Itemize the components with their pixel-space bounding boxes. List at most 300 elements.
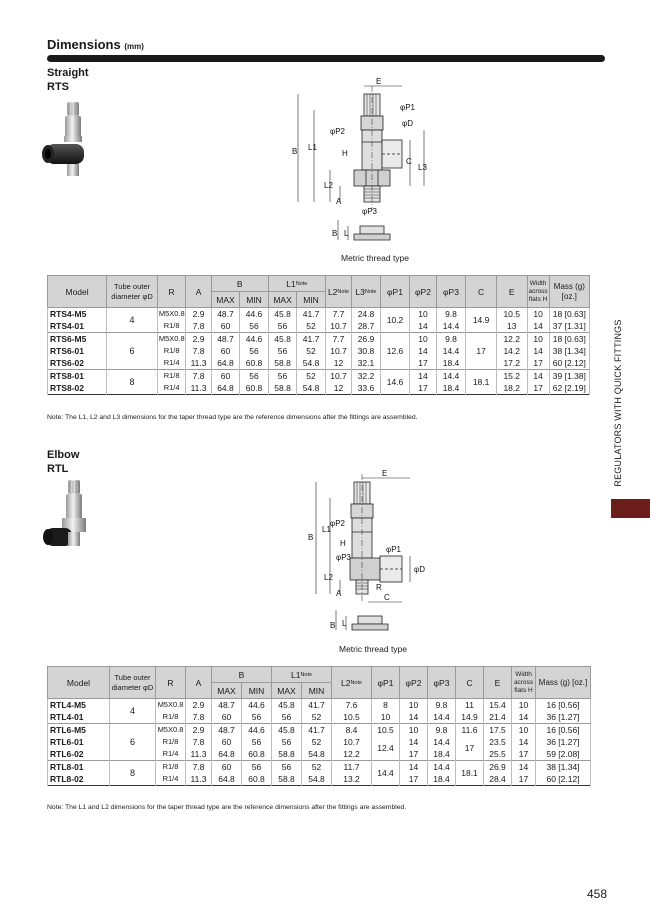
cell-model: RTL4-M5 — [48, 699, 110, 712]
cell-p3: 14.4 — [428, 736, 456, 748]
cell-bmin: 60.8 — [240, 357, 269, 370]
cell-p1: 12.6 — [380, 333, 410, 370]
cell-r: R1/8 — [157, 320, 186, 333]
cell-bmax: 48.7 — [212, 724, 242, 737]
cell-mass: 37 [1.31] — [549, 320, 589, 333]
cell-p2: 10 — [410, 333, 436, 346]
cell-l3: 32.1 — [352, 357, 381, 370]
header-l1-min: MIN — [302, 683, 332, 699]
header-p2: φP2 — [400, 667, 428, 699]
header-l3-note: Note — [364, 288, 377, 295]
elbow-note: Note: The L1 and L2 dimensions for the taper thread type are the reference dimensions after the fittings are assembled. — [47, 804, 407, 811]
cell-l2: 12 — [325, 357, 351, 370]
straight-dimension-diagram — [290, 76, 450, 256]
header-l2-text: L2 — [340, 677, 351, 688]
cell-l1max: 45.8 — [272, 699, 302, 712]
elbow-product-photo — [40, 478, 110, 558]
cell-l2: 12 — [325, 382, 351, 395]
cell-bmin: 60.8 — [242, 773, 272, 786]
cell-l1min: 41.7 — [297, 308, 326, 321]
cell-l1max: 58.8 — [272, 748, 302, 761]
cell-tube: 6 — [110, 724, 156, 761]
header-l2 — [325, 276, 351, 308]
cell-a: 7.8 — [186, 370, 211, 383]
cell-p3: 9.8 — [428, 699, 456, 712]
cell-e: 28.4 — [484, 773, 512, 786]
dim-label-p2: φP2 — [330, 519, 345, 528]
cell-l2: 7.6 — [332, 699, 372, 712]
dim-label-p3: φP3 — [362, 207, 377, 216]
cell-a: 11.3 — [186, 357, 211, 370]
header-a: A — [186, 276, 211, 308]
cell-p2: 14 — [400, 736, 428, 748]
cell-h: 14 — [527, 345, 549, 357]
cell-e: 25.5 — [484, 748, 512, 761]
table-row — [48, 370, 590, 383]
cell-l2: 10.7 — [332, 736, 372, 748]
cell-l1min: 54.8 — [297, 357, 326, 370]
dim-label-e: E — [382, 469, 388, 478]
cell-e: 13 — [496, 320, 527, 333]
elbow-spec-table — [47, 666, 591, 786]
header-width: Width across flats H — [512, 667, 536, 699]
header-l1-min: MIN — [297, 292, 326, 308]
header-width: Width across flats H — [527, 276, 549, 308]
cell-l1max: 56 — [268, 320, 297, 333]
cell-model: RTS6-01 — [48, 345, 107, 357]
cell-bmin: 56 — [242, 761, 272, 774]
header-p3: φP3 — [428, 667, 456, 699]
cell-bmin: 56 — [240, 320, 269, 333]
cell-mass: 60 [2.12] — [536, 773, 591, 786]
cell-p2: 10 — [410, 308, 436, 321]
cell-l3: 33.6 — [352, 382, 381, 395]
header-p1: φP1 — [372, 667, 400, 699]
dim-label-l1: L1 — [322, 525, 331, 534]
cell-l3: 26.9 — [352, 333, 381, 346]
header-l1-text: L1 — [290, 669, 301, 680]
cell-c: 11 — [456, 699, 484, 712]
cell-h: 10 — [512, 699, 536, 712]
cell-h: 14 — [512, 711, 536, 724]
cell-e: 18.2 — [496, 382, 527, 395]
cell-bmax: 64.8 — [212, 773, 242, 786]
title-text: Dimensions — [47, 37, 121, 52]
cell-model: RTL6-01 — [48, 736, 110, 748]
dim-label-e: E — [376, 77, 382, 86]
elbow-table-header — [48, 667, 591, 699]
cell-c: 17 — [466, 333, 497, 370]
cell-mass: 62 [2.19] — [549, 382, 589, 395]
cell-e: 12.2 — [496, 333, 527, 346]
cell-model: RTS8-02 — [48, 382, 107, 395]
cell-tube: 8 — [110, 761, 156, 786]
side-label-text: REGULATORS WITH QUICK FITTINGS — [613, 319, 623, 487]
header-l2-note: Note — [350, 679, 363, 686]
cell-l1min: 54.8 — [297, 382, 326, 395]
cell-bmax: 60 — [212, 736, 242, 748]
straight-title-text: Straight — [47, 67, 89, 79]
header-l1 — [268, 276, 325, 292]
cell-mass: 18 [0.63] — [549, 333, 589, 346]
cell-l1min: 52 — [297, 345, 326, 357]
cell-p2: 10 — [400, 699, 428, 712]
cell-model: RTL6-02 — [48, 748, 110, 761]
cell-a: 7.8 — [186, 345, 211, 357]
cell-l1max: 45.8 — [272, 724, 302, 737]
cell-e: 26.9 — [484, 761, 512, 774]
cell-h: 10 — [527, 333, 549, 346]
cell-l2: 10.7 — [325, 320, 351, 333]
cell-l2: 10.7 — [325, 345, 351, 357]
cell-bmax: 60 — [211, 345, 240, 357]
cell-mass: 36 [1.27] — [536, 736, 591, 748]
straight-product-photo — [34, 100, 104, 180]
cell-c: 14.9 — [466, 308, 497, 333]
dim-label-p3: φP3 — [336, 553, 351, 562]
cell-c: 11.6 — [456, 724, 484, 737]
page-title — [47, 37, 144, 52]
header-c: C — [466, 276, 497, 308]
cell-a: 2.9 — [186, 308, 211, 321]
header-l2 — [332, 667, 372, 699]
cell-p3: 14.4 — [436, 345, 466, 357]
cell-model: RTS6-02 — [48, 357, 107, 370]
cell-mass: 59 [2.08] — [536, 748, 591, 761]
header-l2-text: L2 — [327, 286, 338, 297]
cell-mass: 39 [1.38] — [549, 370, 589, 383]
cell-p3: 14.4 — [428, 711, 456, 724]
cell-c: 18.1 — [466, 370, 497, 395]
cell-a: 7.8 — [186, 761, 212, 774]
cell-bmax: 48.7 — [211, 333, 240, 346]
cell-e: 17.2 — [496, 357, 527, 370]
cell-r: R1/4 — [157, 357, 186, 370]
cell-l1min: 52 — [297, 320, 326, 333]
cell-p1: 10.5 — [372, 724, 400, 737]
header-model: Model — [48, 667, 110, 699]
cell-e: 15.2 — [496, 370, 527, 383]
cell-p1: 14.4 — [372, 761, 400, 786]
cell-l1max: 58.8 — [268, 357, 297, 370]
cell-l1max: 56 — [268, 345, 297, 357]
cell-r: R1/4 — [156, 748, 186, 761]
cell-l1max: 58.8 — [268, 382, 297, 395]
cell-bmin: 44.6 — [242, 724, 272, 737]
cell-model: RTL8-01 — [48, 761, 110, 774]
cell-p2: 10 — [400, 724, 428, 737]
cell-l1min: 41.7 — [302, 699, 332, 712]
straight-table-header — [48, 276, 590, 308]
cell-l1min: 52 — [302, 761, 332, 774]
dim-label-a: A — [336, 197, 342, 206]
cell-a: 11.3 — [186, 382, 211, 395]
cell-bmin: 44.6 — [240, 308, 269, 321]
cell-p3: 18.4 — [436, 357, 466, 370]
cell-model: RTS8-01 — [48, 370, 107, 383]
cell-p1: 10.2 — [380, 308, 410, 333]
cell-r: M5X0.8 — [158, 309, 185, 318]
cell-e: 15.4 — [484, 699, 512, 712]
cell-a: 2.9 — [186, 724, 212, 737]
dim-label-b-small: B — [332, 229, 338, 238]
table-row — [48, 308, 590, 321]
cell-l1max: 56 — [272, 736, 302, 748]
title-unit: (mm) — [124, 42, 144, 51]
dim-label-r: R — [376, 583, 382, 592]
header-a: A — [186, 667, 212, 699]
cell-l3: 28.7 — [352, 320, 381, 333]
cell-h: 14 — [527, 370, 549, 383]
cell-p3: 18.4 — [428, 748, 456, 761]
dim-label-c: C — [384, 593, 390, 602]
cell-l3: 32.2 — [352, 370, 381, 383]
cell-r: M5X0.8 — [156, 724, 186, 737]
cell-bmax: 48.7 — [212, 699, 242, 712]
cell-e: 10.5 — [496, 308, 527, 321]
header-mass: Mass (g) [oz.] — [536, 667, 591, 699]
cell-r: M5X0.8 — [156, 699, 186, 712]
cell-bmin: 60.8 — [242, 748, 272, 761]
cell-r: R1/8 — [156, 711, 186, 724]
cell-l1min: 41.7 — [297, 333, 326, 346]
cell-e: 21.4 — [484, 711, 512, 724]
cell-mass: 60 [2.12] — [549, 357, 589, 370]
cell-r: R1/8 — [157, 370, 186, 383]
header-l1-text: L1 — [286, 278, 296, 289]
header-b: B — [211, 276, 268, 292]
cell-l2: 11.7 — [332, 761, 372, 774]
header-b-max: MAX — [212, 683, 242, 699]
cell-r: R1/8 — [156, 761, 186, 774]
cell-a: 11.3 — [186, 748, 212, 761]
header-mass: Mass (g) [oz.] — [549, 276, 589, 308]
cell-p3: 9.8 — [428, 724, 456, 737]
header-l3-text: L3 — [355, 286, 365, 297]
cell-h: 14 — [512, 761, 536, 774]
cell-l2: 7.7 — [325, 333, 351, 346]
dim-label-h: H — [340, 539, 346, 548]
cell-a: 7.8 — [186, 320, 211, 333]
cell-l1max: 45.8 — [268, 308, 297, 321]
cell-p1: 12.4 — [372, 736, 400, 761]
cell-p3: 9.8 — [436, 308, 466, 321]
cell-p2: 17 — [410, 357, 436, 370]
dim-label-l1: L1 — [308, 143, 317, 152]
cell-l2: 10.5 — [332, 711, 372, 724]
cell-mass: 38 [1.34] — [549, 345, 589, 357]
elbow-series-text: RTL — [47, 463, 69, 475]
header-tube: Tube outer diameter φD — [110, 667, 156, 699]
cell-tube: 8 — [107, 370, 158, 395]
cell-e: 14.2 — [496, 345, 527, 357]
table-row — [48, 724, 591, 737]
header-b-min: MIN — [242, 683, 272, 699]
cell-bmax: 64.8 — [212, 748, 242, 761]
cell-h: 14 — [512, 736, 536, 748]
cell-p2: 17 — [410, 382, 436, 395]
cell-e: 17.5 — [484, 724, 512, 737]
cell-tube: 4 — [107, 308, 158, 333]
cell-h: 10 — [527, 308, 549, 321]
cell-p1: 14.6 — [380, 370, 410, 395]
cell-p2: 14 — [410, 345, 436, 357]
cell-bmax: 60 — [211, 320, 240, 333]
cell-p3: 18.4 — [436, 382, 466, 395]
cell-a: 7.8 — [186, 736, 212, 748]
header-model: Model — [48, 276, 107, 308]
cell-mass: 18 [0.63] — [549, 308, 589, 321]
elbow-section-title — [47, 448, 79, 476]
cell-bmax: 48.7 — [211, 308, 240, 321]
cell-model: RTS6-M5 — [48, 333, 107, 346]
cell-model: RTS4-01 — [48, 320, 107, 333]
cell-mass: 36 [1.27] — [536, 711, 591, 724]
cell-l1min: 41.7 — [302, 724, 332, 737]
cell-c: 14.9 — [456, 711, 484, 724]
cell-bmin: 56 — [242, 711, 272, 724]
cell-l1min: 52 — [297, 370, 326, 383]
header-l1-note: Note — [300, 671, 313, 678]
table-row — [48, 699, 591, 712]
cell-a: 2.9 — [186, 333, 211, 346]
cell-p3: 14.4 — [436, 370, 466, 383]
cell-bmax: 60 — [212, 761, 242, 774]
dim-label-l2: L2 — [324, 573, 333, 582]
cell-l1min: 52 — [302, 711, 332, 724]
straight-diagram-caption: Metric thread type — [340, 253, 410, 263]
cell-p1: 10 — [372, 711, 400, 724]
cell-bmin: 60.8 — [240, 382, 269, 395]
page-number: 458 — [587, 887, 608, 901]
dim-label-b-small: B — [330, 621, 336, 630]
dim-label-p2: φP2 — [330, 127, 345, 136]
elbow-table-body — [48, 699, 591, 786]
dim-label-p1: φP1 — [400, 103, 415, 112]
cell-p3: 14.4 — [436, 320, 466, 333]
cell-p2: 17 — [400, 748, 428, 761]
header-l2-note: Note — [337, 288, 350, 295]
dim-label-b: B — [292, 147, 298, 156]
cell-l3: 24.8 — [352, 308, 381, 321]
header-c: C — [456, 667, 484, 699]
cell-p2: 17 — [400, 773, 428, 786]
cell-r: M5X0.8 — [158, 334, 185, 343]
cell-l1min: 54.8 — [302, 748, 332, 761]
cell-mass: 16 [0.56] — [536, 724, 591, 737]
elbow-diagram-caption: Metric thread type — [338, 644, 408, 654]
header-e: E — [484, 667, 512, 699]
straight-note: Note: The L1, L2 and L3 dimensions for the taper thread type are the reference dimensions after the fittings are assembled. — [47, 414, 418, 421]
table-row — [48, 333, 590, 346]
dim-label-d: φD — [402, 119, 413, 128]
cell-model: RTL8-02 — [48, 773, 110, 786]
cell-bmin: 44.6 — [242, 699, 272, 712]
header-l3 — [352, 276, 381, 308]
elbow-title-text: Elbow — [47, 449, 80, 461]
cell-r: R1/8 — [156, 736, 186, 748]
cell-p2: 14 — [410, 370, 436, 383]
elbow-dimension-diagram — [302, 468, 462, 648]
cell-a: 7.8 — [186, 711, 212, 724]
cell-bmax: 64.8 — [211, 357, 240, 370]
cell-p2: 14 — [400, 761, 428, 774]
header-b-max: MAX — [211, 292, 240, 308]
cell-h: 17 — [527, 382, 549, 395]
cell-l1max: 56 — [272, 761, 302, 774]
dim-label-l: L — [342, 619, 347, 628]
cell-bmin: 56 — [240, 370, 269, 383]
cell-r: R1/4 — [157, 382, 186, 395]
dim-label-b: B — [308, 533, 314, 542]
side-index-tab[interactable] — [611, 499, 650, 518]
header-r: R — [157, 276, 186, 308]
cell-c: 18.1 — [456, 761, 484, 786]
cell-p2: 14 — [400, 711, 428, 724]
cell-model: RTS4-M5 — [48, 308, 107, 321]
straight-series-text: RTS — [47, 81, 69, 93]
header-p1: φP1 — [380, 276, 410, 308]
table-row — [48, 761, 591, 774]
cell-p3: 14.4 — [428, 761, 456, 774]
cell-mass: 16 [0.56] — [536, 699, 591, 712]
cell-r: R1/8 — [157, 345, 186, 357]
cell-l2: 7.7 — [325, 308, 351, 321]
cell-l1min: 54.8 — [302, 773, 332, 786]
cell-l2: 13.2 — [332, 773, 372, 786]
cell-h: 14 — [527, 320, 549, 333]
cell-bmin: 56 — [242, 736, 272, 748]
straight-spec-table — [47, 275, 590, 395]
cell-h: 17 — [527, 357, 549, 370]
cell-l1max: 58.8 — [272, 773, 302, 786]
header-l1-max: MAX — [268, 292, 297, 308]
cell-h: 17 — [512, 773, 536, 786]
header-b: B — [212, 667, 272, 683]
cell-tube: 4 — [110, 699, 156, 724]
cell-model: RTL4-01 — [48, 711, 110, 724]
cell-l1max: 56 — [272, 711, 302, 724]
header-r: R — [156, 667, 186, 699]
cell-l2: 8.4 — [332, 724, 372, 737]
cell-bmin: 44.6 — [240, 333, 269, 346]
cell-l2: 10.7 — [325, 370, 351, 383]
header-b-min: MIN — [240, 292, 269, 308]
dim-label-p1: φP1 — [386, 545, 401, 554]
cell-mass: 38 [1.34] — [536, 761, 591, 774]
cell-p3: 9.8 — [436, 333, 466, 346]
cell-l1max: 56 — [268, 370, 297, 383]
dim-label-l3: L3 — [418, 163, 427, 172]
header-l1 — [272, 667, 332, 683]
cell-model: RTL6-M5 — [48, 724, 110, 737]
cell-tube: 6 — [107, 333, 158, 370]
cell-bmin: 56 — [240, 345, 269, 357]
cell-l2: 12.2 — [332, 748, 372, 761]
cell-a: 2.9 — [186, 699, 212, 712]
cell-bmax: 64.8 — [211, 382, 240, 395]
title-divider — [47, 55, 605, 62]
header-tube: Tube outer diameter φD — [107, 276, 158, 308]
dim-label-l: L — [344, 229, 349, 238]
cell-l3: 30.8 — [352, 345, 381, 357]
cell-a: 11.3 — [186, 773, 212, 786]
cell-c: 17 — [456, 736, 484, 761]
header-p3: φP3 — [436, 276, 466, 308]
cell-bmax: 60 — [212, 711, 242, 724]
straight-table-body — [48, 308, 590, 395]
dim-label-a: A — [336, 589, 342, 598]
